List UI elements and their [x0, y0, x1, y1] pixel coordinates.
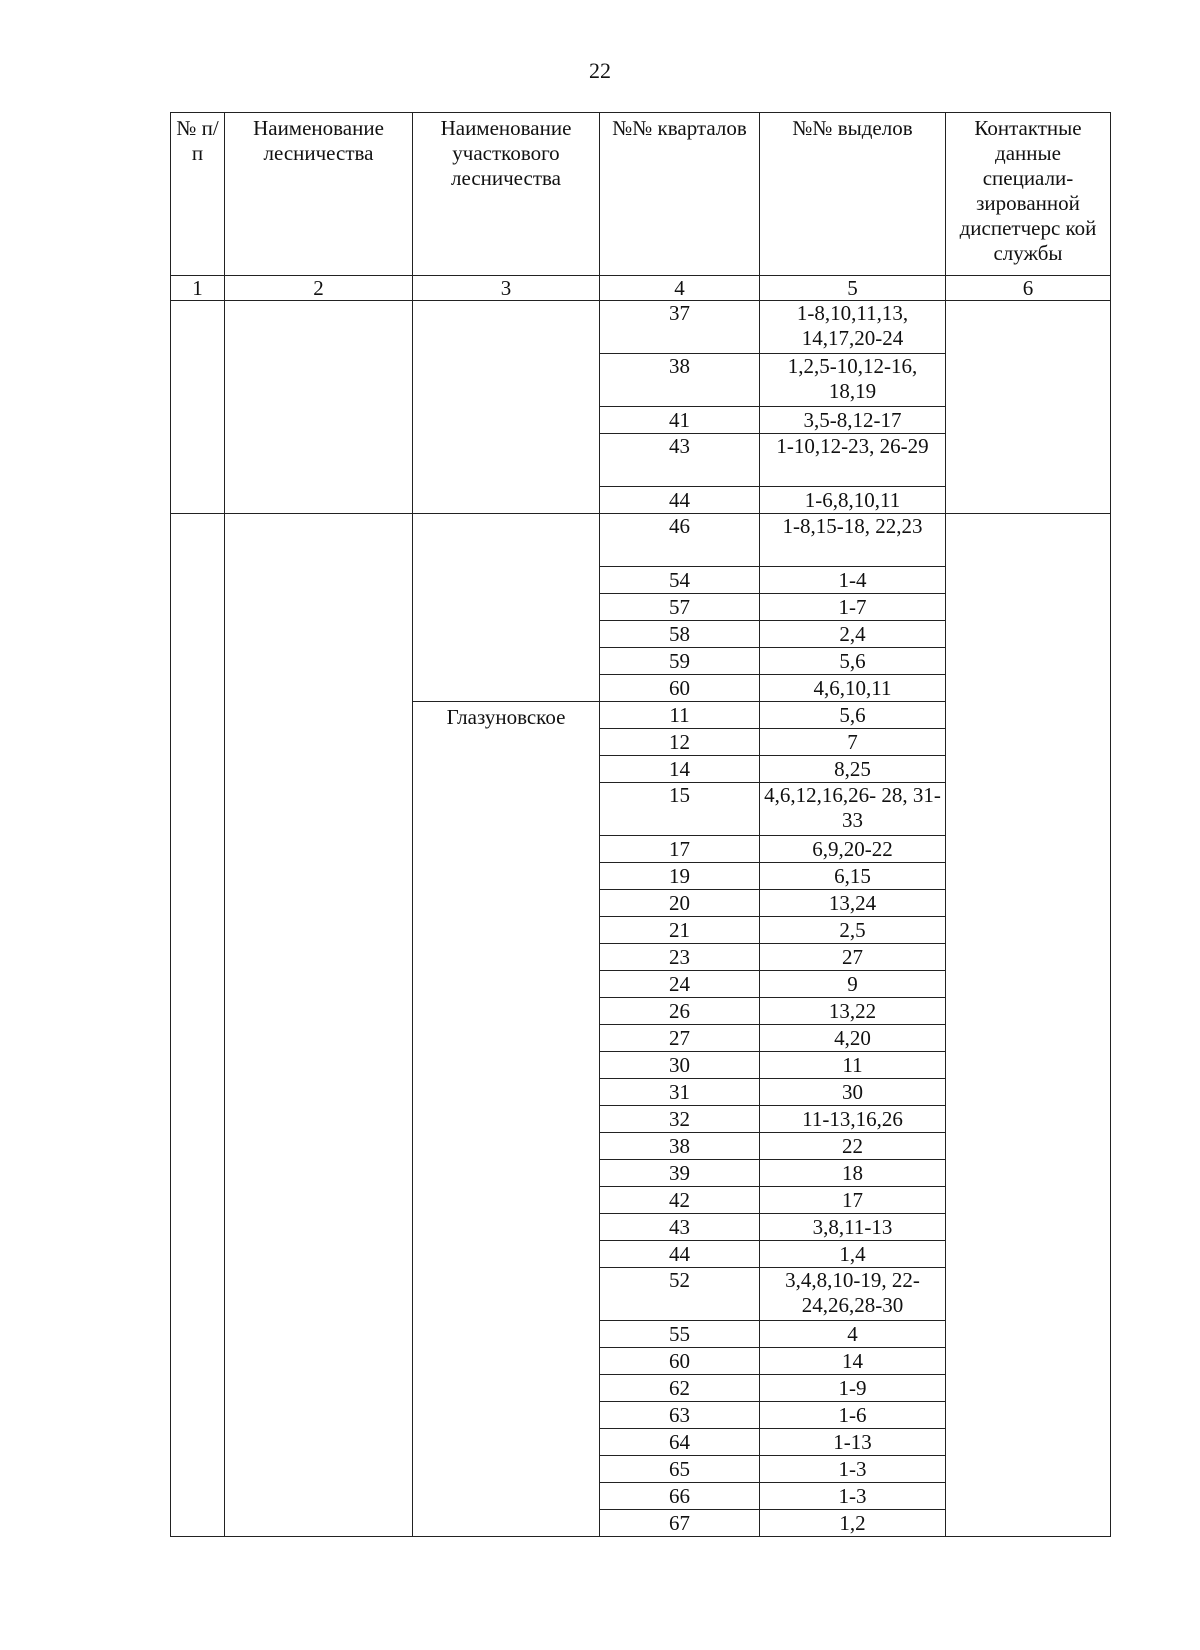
header-number: № п/п: [171, 113, 225, 276]
column-number: 2: [225, 276, 413, 301]
quarter-number: 60: [600, 1348, 760, 1375]
district-forestry-cell: [413, 301, 600, 514]
plot-numbers: 18: [760, 1160, 946, 1187]
table-row: [171, 514, 1111, 567]
quarter-number: 52: [600, 1268, 760, 1321]
quarter-number: 59: [600, 648, 760, 675]
quarter-number: 60: [600, 675, 760, 702]
quarter-number: 64: [600, 1429, 760, 1456]
quarter-number: 15: [600, 783, 760, 836]
quarter-number: 14: [600, 756, 760, 783]
quarter-number: 65: [600, 1456, 760, 1483]
plot-numbers: 1,2: [760, 1510, 946, 1537]
plot-numbers: 13,24: [760, 890, 946, 917]
quarter-number: 39: [600, 1160, 760, 1187]
forestry-cell: [225, 514, 413, 1537]
plot-numbers: 1-3: [760, 1456, 946, 1483]
plot-numbers: 1-8,15-18, 22,23: [760, 514, 946, 567]
district-forestry-cell: [413, 514, 600, 702]
quarter-number: 44: [600, 1241, 760, 1268]
plot-numbers: 9: [760, 971, 946, 998]
plot-numbers: 1-3: [760, 1483, 946, 1510]
quarter-number: 12: [600, 729, 760, 756]
plot-numbers: 22: [760, 1133, 946, 1160]
contacts-cell: [946, 301, 1111, 514]
plot-numbers: 6,9,20-22: [760, 836, 946, 863]
quarter-number: 26: [600, 998, 760, 1025]
plot-numbers: 17: [760, 1187, 946, 1214]
plot-numbers: 11-13,16,26: [760, 1106, 946, 1133]
plot-numbers: 1-6: [760, 1402, 946, 1429]
plot-numbers: 3,4,8,10-19, 22-24,26,28-30: [760, 1268, 946, 1321]
plot-numbers: 1-9: [760, 1375, 946, 1402]
quarter-number: 20: [600, 890, 760, 917]
quarter-number: 11: [600, 702, 760, 729]
quarter-number: 57: [600, 594, 760, 621]
plot-numbers: 2,4: [760, 621, 946, 648]
number-cell: [171, 301, 225, 514]
plot-numbers: 1-8,10,11,13, 14,17,20-24: [760, 301, 946, 354]
quarter-number: 43: [600, 434, 760, 487]
plot-numbers: 1-7: [760, 594, 946, 621]
plot-numbers: 1-4: [760, 567, 946, 594]
column-number: 1: [171, 276, 225, 301]
header-quarters: №№ кварталов: [600, 113, 760, 276]
plot-numbers: 3,8,11-13: [760, 1214, 946, 1241]
column-number: 4: [600, 276, 760, 301]
quarter-number: 55: [600, 1321, 760, 1348]
plot-numbers: 5,6: [760, 648, 946, 675]
plot-numbers: 14: [760, 1348, 946, 1375]
quarter-number: 21: [600, 917, 760, 944]
plot-numbers: 1-10,12-23, 26-29: [760, 434, 946, 487]
column-number: 6: [946, 276, 1111, 301]
column-number: 5: [760, 276, 946, 301]
quarter-number: 58: [600, 621, 760, 648]
plot-numbers: 4,6,12,16,26- 28, 31-33: [760, 783, 946, 836]
header-contacts: Контактные данные специали-зированной диспетчерс кой службы: [946, 113, 1111, 276]
quarter-number: 43: [600, 1214, 760, 1241]
header-plots: №№ выделов: [760, 113, 946, 276]
plot-numbers: 1,4: [760, 1241, 946, 1268]
plot-numbers: 27: [760, 944, 946, 971]
quarter-number: 63: [600, 1402, 760, 1429]
page-number: 22: [589, 58, 611, 83]
plot-numbers: 1,2,5-10,12-16, 18,19: [760, 354, 946, 407]
quarter-number: 38: [600, 1133, 760, 1160]
plot-numbers: 30: [760, 1079, 946, 1106]
quarter-number: 19: [600, 863, 760, 890]
plot-numbers: 4: [760, 1321, 946, 1348]
column-number: 3: [413, 276, 600, 301]
quarter-number: 27: [600, 1025, 760, 1052]
plot-numbers: 11: [760, 1052, 946, 1079]
table-row: [171, 301, 1111, 354]
quarter-number: 44: [600, 487, 760, 514]
plot-numbers: 1-6,8,10,11: [760, 487, 946, 514]
quarter-number: 66: [600, 1483, 760, 1510]
column-number-row: [171, 276, 1111, 301]
plot-numbers: 7: [760, 729, 946, 756]
table-body: [171, 301, 1111, 1537]
quarter-number: 54: [600, 567, 760, 594]
quarter-number: 32: [600, 1106, 760, 1133]
quarter-number: 23: [600, 944, 760, 971]
quarter-number: 38: [600, 354, 760, 407]
quarter-number: 62: [600, 1375, 760, 1402]
forestry-cell: [225, 301, 413, 514]
quarter-number: 41: [600, 407, 760, 434]
plot-numbers: 1-13: [760, 1429, 946, 1456]
plot-numbers: 3,5-8,12-17: [760, 407, 946, 434]
header-row: [171, 113, 1111, 276]
quarter-number: 31: [600, 1079, 760, 1106]
quarter-number: 30: [600, 1052, 760, 1079]
plot-numbers: 4,20: [760, 1025, 946, 1052]
quarter-number: 42: [600, 1187, 760, 1214]
contacts-cell: [946, 514, 1111, 1537]
quarter-number: 37: [600, 301, 760, 354]
quarter-number: 24: [600, 971, 760, 998]
plot-numbers: 2,5: [760, 917, 946, 944]
header-forestry: Наименование лесничества: [225, 113, 413, 276]
forest-quarters-table: [170, 112, 1111, 1537]
quarter-number: 17: [600, 836, 760, 863]
plot-numbers: 4,6,10,11: [760, 675, 946, 702]
quarter-number: 46: [600, 514, 760, 567]
number-cell: [171, 514, 225, 1537]
plot-numbers: 6,15: [760, 863, 946, 890]
plot-numbers: 5,6: [760, 702, 946, 729]
header-district-forestry: Наименование участкового лесничества: [413, 113, 600, 276]
quarter-number: 67: [600, 1510, 760, 1537]
plot-numbers: 13,22: [760, 998, 946, 1025]
district-forestry-name: Глазуновское: [413, 702, 600, 1537]
plot-numbers: 8,25: [760, 756, 946, 783]
